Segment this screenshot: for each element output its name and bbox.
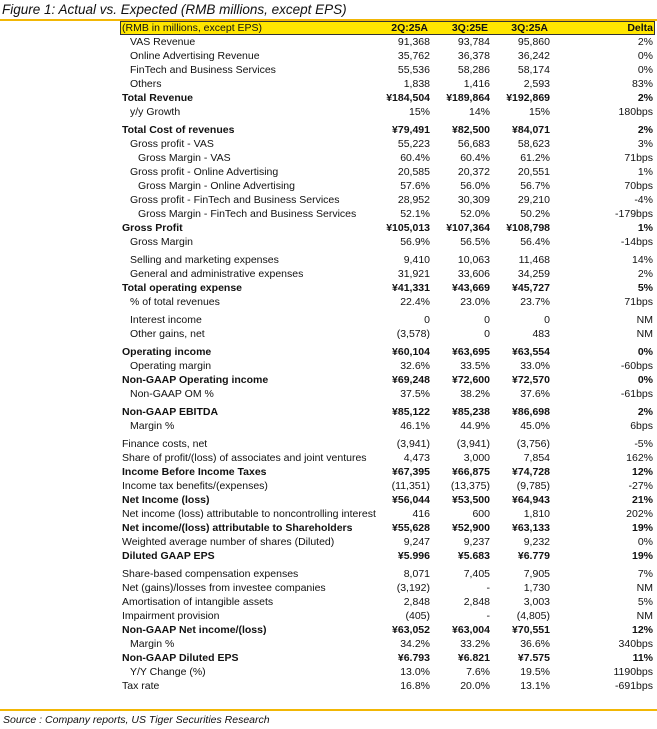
row-label: Non-GAAP OM % xyxy=(130,388,214,400)
value-3q25e: 36,378 xyxy=(457,50,490,62)
row-label: Finance costs, net xyxy=(122,438,208,450)
value-delta: 5% xyxy=(637,596,653,608)
value-3q25e: 600 xyxy=(472,508,490,520)
table-row xyxy=(120,49,655,63)
value-delta: 0% xyxy=(637,64,653,76)
value-delta: 0% xyxy=(637,374,653,386)
value-3q25e: 30,309 xyxy=(457,194,490,206)
row-label: Impairment provision xyxy=(122,610,220,622)
value-3q25e: 33,606 xyxy=(457,268,490,280)
value-3q25e: ¥43,669 xyxy=(452,282,490,294)
value-3q25e: (3,941) xyxy=(456,438,490,450)
value-3q25e: ¥52,900 xyxy=(452,522,490,534)
value-3q25e: 0 xyxy=(484,328,490,340)
value-3q25e: ¥189,864 xyxy=(446,92,490,104)
table-row-total xyxy=(120,345,655,359)
value-3q25a: 20,551 xyxy=(517,166,550,178)
value-2q25a: ¥105,013 xyxy=(386,222,430,234)
value-delta: 5% xyxy=(637,282,653,294)
row-label: Non-GAAP Diluted EPS xyxy=(122,652,239,664)
value-delta: NM xyxy=(636,610,653,622)
value-2q25a: 22.4% xyxy=(400,296,430,308)
header-units-label: (RMB in millions, except EPS) xyxy=(122,22,263,34)
table-row xyxy=(120,581,655,595)
table-row xyxy=(120,479,655,493)
row-label: Gross profit - Online Advertising xyxy=(130,166,279,178)
value-3q25a: 1,730 xyxy=(523,582,550,594)
value-delta: 0% xyxy=(637,536,653,548)
table-row-total xyxy=(120,281,655,295)
value-2q25a: (11,351) xyxy=(391,480,430,492)
row-label: Operating income xyxy=(122,346,212,358)
value-delta: NM xyxy=(636,582,653,594)
row-label: Gross Margin - VAS xyxy=(138,152,231,164)
row-label: Margin % xyxy=(130,420,175,432)
table-row xyxy=(120,165,655,179)
value-2q25a: 37.5% xyxy=(400,388,430,400)
value-2q25a: 60.4% xyxy=(400,152,430,164)
value-2q25a: 16.8% xyxy=(400,680,430,692)
header-col-3q25a: 3Q:25A xyxy=(511,22,548,34)
table-row xyxy=(120,35,655,49)
value-3q25e: ¥63,004 xyxy=(452,624,490,636)
value-3q25a: 33.0% xyxy=(520,360,550,372)
value-3q25e: 7,405 xyxy=(463,568,490,580)
value-delta: 19% xyxy=(631,522,653,534)
value-3q25a: 50.2% xyxy=(520,208,550,220)
value-3q25a: (9,785) xyxy=(516,480,550,492)
row-label: Gross profit - FinTech and Business Services xyxy=(130,194,340,206)
value-2q25a: 57.6% xyxy=(400,180,430,192)
row-label: Total Cost of revenues xyxy=(122,124,235,136)
value-3q25e: 38.2% xyxy=(460,388,490,400)
value-delta: 1% xyxy=(637,166,653,178)
value-3q25a: 56.4% xyxy=(520,236,550,248)
value-3q25e: 23.0% xyxy=(460,296,490,308)
table-row-total xyxy=(120,493,655,507)
table-row-total xyxy=(120,521,655,535)
value-3q25a: ¥72,570 xyxy=(512,374,550,386)
value-delta: 2% xyxy=(637,124,653,136)
value-2q25a: 52.1% xyxy=(400,208,430,220)
value-3q25a: 7,854 xyxy=(523,452,550,464)
value-delta: 7% xyxy=(637,568,653,580)
value-3q25a: 19.5% xyxy=(520,666,550,678)
value-3q25a: ¥63,133 xyxy=(512,522,550,534)
source-note: Source : Company reports, US Tiger Securities Research xyxy=(3,714,270,726)
value-2q25a: ¥6.793 xyxy=(397,652,430,664)
value-3q25e: 52.0% xyxy=(460,208,490,220)
row-label: Net Income (loss) xyxy=(122,494,210,506)
value-3q25a: (3,756) xyxy=(516,438,550,450)
row-label: Gross Profit xyxy=(122,222,183,234)
table-row xyxy=(120,63,655,77)
row-label: Non-GAAP Net income/(loss) xyxy=(122,624,267,636)
table-row xyxy=(120,451,655,465)
value-2q25a: 46.1% xyxy=(400,420,430,432)
value-3q25e: 7.6% xyxy=(466,666,490,678)
value-delta: -27% xyxy=(628,480,653,492)
value-delta: 0% xyxy=(637,50,653,62)
value-3q25e: ¥66,875 xyxy=(452,466,490,478)
row-label: Share of profit/(loss) of associates and joint ventures xyxy=(122,452,367,464)
value-3q25a: 58,623 xyxy=(517,138,550,150)
value-2q25a: ¥184,504 xyxy=(386,92,430,104)
table-row xyxy=(120,235,655,249)
value-3q25a: 11,468 xyxy=(518,254,550,266)
value-2q25a: ¥85,122 xyxy=(392,406,430,418)
value-delta: 3% xyxy=(637,138,653,150)
value-2q25a: ¥56,044 xyxy=(392,494,430,506)
table-row xyxy=(120,507,655,521)
value-3q25a: ¥192,869 xyxy=(506,92,550,104)
value-3q25e: 20,372 xyxy=(457,166,490,178)
value-3q25e: 3,000 xyxy=(463,452,490,464)
value-3q25a: 37.6% xyxy=(520,388,550,400)
value-2q25a: 91,368 xyxy=(397,36,430,48)
value-3q25e: ¥107,364 xyxy=(446,222,490,234)
value-3q25a: ¥45,727 xyxy=(512,282,550,294)
value-3q25a: ¥64,943 xyxy=(512,494,550,506)
value-2q25a: 1,838 xyxy=(403,78,430,90)
value-delta: 340bps xyxy=(618,638,653,650)
value-2q25a: 56.9% xyxy=(400,236,430,248)
table-row xyxy=(120,567,655,581)
value-3q25a: 15% xyxy=(528,106,550,118)
value-3q25a: (4,805) xyxy=(516,610,550,622)
row-label: Amortisation of intangible assets xyxy=(122,596,274,608)
value-delta: 162% xyxy=(626,452,653,464)
value-3q25a: 95,860 xyxy=(517,36,550,48)
value-3q25e: 1,416 xyxy=(463,78,490,90)
table-row xyxy=(120,193,655,207)
value-3q25e: ¥63,695 xyxy=(452,346,490,358)
row-label: Net (gains)/losses from investee companies xyxy=(122,582,326,594)
row-label: Other gains, net xyxy=(130,328,205,340)
value-3q25a: 7,905 xyxy=(523,568,550,580)
value-2q25a: (3,941) xyxy=(396,438,430,450)
header-col-delta: Delta xyxy=(627,22,653,34)
row-label: Tax rate xyxy=(122,680,160,692)
value-3q25e: 58,286 xyxy=(457,64,490,76)
table-header xyxy=(120,21,655,35)
table-row xyxy=(120,151,655,165)
table-row xyxy=(120,253,655,267)
row-label: Margin % xyxy=(130,638,175,650)
row-label: y/y Growth xyxy=(130,106,181,118)
value-delta: NM xyxy=(636,314,653,326)
table-row xyxy=(120,637,655,651)
financial-table xyxy=(120,21,655,693)
row-label: Online Advertising Revenue xyxy=(130,50,260,62)
value-2q25a: ¥55,628 xyxy=(392,522,430,534)
table-row xyxy=(120,535,655,549)
value-delta: 71bps xyxy=(624,296,653,308)
value-3q25e: 33.2% xyxy=(460,638,490,650)
value-3q25e: 2,848 xyxy=(463,596,490,608)
figure-title: Figure 1: Actual vs. Expected (RMB millions, except EPS) xyxy=(2,2,347,17)
value-2q25a: 32.6% xyxy=(400,360,430,372)
value-3q25a: ¥108,798 xyxy=(506,222,550,234)
value-2q25a: 8,071 xyxy=(403,568,430,580)
value-delta: -691bps xyxy=(615,680,653,692)
row-label: Gross profit - VAS xyxy=(130,138,214,150)
value-3q25a: 1,810 xyxy=(523,508,550,520)
value-3q25e: ¥72,600 xyxy=(452,374,490,386)
value-3q25a: 13.1% xyxy=(520,680,550,692)
value-3q25a: 36.6% xyxy=(520,638,550,650)
table-row xyxy=(120,437,655,451)
value-delta: 0% xyxy=(637,346,653,358)
value-3q25a: 9,232 xyxy=(523,536,550,548)
row-label: Non-GAAP Operating income xyxy=(122,374,269,386)
table-row xyxy=(120,665,655,679)
value-delta: -5% xyxy=(634,438,653,450)
value-2q25a: 20,585 xyxy=(397,166,430,178)
value-delta: 19% xyxy=(631,550,653,562)
value-delta: 12% xyxy=(631,624,653,636)
row-label: Income Before Income Taxes xyxy=(122,466,267,478)
table-row-total xyxy=(120,91,655,105)
value-delta: 2% xyxy=(637,92,653,104)
value-3q25a: 34,259 xyxy=(517,268,550,280)
value-2q25a: 35,762 xyxy=(397,50,430,62)
value-3q25a: ¥70,551 xyxy=(512,624,550,636)
row-label: Gross Margin xyxy=(130,236,194,248)
value-2q25a: ¥63,052 xyxy=(392,624,430,636)
table-row-total xyxy=(120,623,655,637)
table-row xyxy=(120,105,655,119)
table-row xyxy=(120,295,655,309)
table-row-total xyxy=(120,373,655,387)
value-3q25e: 0 xyxy=(484,314,490,326)
table-row xyxy=(120,359,655,373)
value-3q25a: ¥74,728 xyxy=(512,466,550,478)
row-label: Net income (loss) attributable to noncontrolling interest xyxy=(122,508,376,520)
row-label: Others xyxy=(130,78,162,90)
row-label: Operating margin xyxy=(130,360,212,372)
value-2q25a: ¥60,104 xyxy=(392,346,430,358)
value-2q25a: (405) xyxy=(405,610,430,622)
value-2q25a: (3,578) xyxy=(396,328,430,340)
value-2q25a: 2,848 xyxy=(403,596,430,608)
value-delta: -60bps xyxy=(620,360,653,372)
value-3q25e: (13,375) xyxy=(450,480,490,492)
value-2q25a: ¥67,395 xyxy=(392,466,430,478)
value-3q25e: 60.4% xyxy=(460,152,490,164)
table-row xyxy=(120,679,655,693)
value-delta: 6bps xyxy=(630,420,653,432)
value-delta: 2% xyxy=(637,406,653,418)
value-2q25a: ¥69,248 xyxy=(392,374,430,386)
bottom-divider xyxy=(0,709,657,711)
row-label: Diluted GAAP EPS xyxy=(122,550,215,562)
table-row xyxy=(120,609,655,623)
value-3q25a: ¥86,698 xyxy=(512,406,550,418)
value-delta: 21% xyxy=(631,494,653,506)
header-col-2q25a: 2Q:25A xyxy=(391,22,428,34)
table-row-total xyxy=(120,651,655,665)
value-3q25e: ¥82,500 xyxy=(452,124,490,136)
value-delta: 2% xyxy=(637,36,653,48)
table-row-total xyxy=(120,405,655,419)
value-3q25e: 56,683 xyxy=(457,138,490,150)
value-delta: 1190bps xyxy=(613,666,653,678)
value-3q25a: 58,174 xyxy=(517,64,550,76)
row-label: Interest income xyxy=(130,314,202,326)
row-label: Gross Margin - FinTech and Business Services xyxy=(138,208,357,220)
header-col-3q25e: 3Q:25E xyxy=(451,22,488,34)
value-3q25e: 56.5% xyxy=(460,236,490,248)
value-delta: -14bps xyxy=(620,236,653,248)
table-row xyxy=(120,179,655,193)
value-3q25e: 14% xyxy=(468,106,490,118)
table-row xyxy=(120,327,655,341)
table-row xyxy=(120,595,655,609)
table-row-total xyxy=(120,465,655,479)
row-label: Income tax benefits/(expenses) xyxy=(122,480,268,492)
row-label: Gross Margin - Online Advertising xyxy=(138,180,295,192)
value-delta: -179bps xyxy=(615,208,653,220)
value-3q25a: 2,593 xyxy=(523,78,550,90)
row-label: Total Revenue xyxy=(122,92,193,104)
row-label: Non-GAAP EBITDA xyxy=(122,406,219,418)
value-3q25a: 29,210 xyxy=(517,194,550,206)
row-label: Y/Y Change (%) xyxy=(130,666,206,678)
value-3q25a: 56.7% xyxy=(520,180,550,192)
value-2q25a: ¥5.996 xyxy=(397,550,430,562)
value-2q25a: 28,952 xyxy=(397,194,430,206)
table-row-total xyxy=(120,123,655,137)
value-3q25e: ¥6.821 xyxy=(457,652,490,664)
value-3q25a: ¥7.575 xyxy=(517,652,550,664)
value-2q25a: (3,192) xyxy=(396,582,430,594)
value-2q25a: 31,921 xyxy=(397,268,430,280)
value-3q25a: 483 xyxy=(532,328,550,340)
value-3q25a: 3,003 xyxy=(523,596,550,608)
value-delta: 1% xyxy=(637,222,653,234)
table-row xyxy=(120,267,655,281)
value-3q25a: 61.2% xyxy=(520,152,550,164)
value-2q25a: 0 xyxy=(424,314,430,326)
value-3q25a: ¥63,554 xyxy=(512,346,550,358)
value-2q25a: 55,223 xyxy=(397,138,430,150)
row-label: VAS Revenue xyxy=(130,36,196,48)
value-delta: 12% xyxy=(631,466,653,478)
value-3q25e: 9,237 xyxy=(463,536,490,548)
row-label: Share-based compensation expenses xyxy=(122,568,299,580)
row-label: Selling and marketing expenses xyxy=(130,254,279,266)
value-3q25e: 33.5% xyxy=(460,360,490,372)
value-delta: 71bps xyxy=(624,152,653,164)
value-2q25a: 4,473 xyxy=(403,452,430,464)
value-3q25e: ¥85,238 xyxy=(452,406,490,418)
value-2q25a: 9,247 xyxy=(403,536,430,548)
table-row-total xyxy=(120,549,655,563)
value-3q25e: ¥5.683 xyxy=(457,550,490,562)
value-3q25a: 36,242 xyxy=(517,50,550,62)
value-2q25a: 34.2% xyxy=(400,638,430,650)
table-row xyxy=(120,137,655,151)
value-3q25e: - xyxy=(486,610,490,622)
value-2q25a: ¥79,491 xyxy=(392,124,430,136)
value-3q25e: 44.9% xyxy=(460,420,490,432)
value-delta: 180bps xyxy=(618,106,653,118)
value-delta: 14% xyxy=(631,254,653,266)
value-delta: 202% xyxy=(626,508,653,520)
table-row xyxy=(120,387,655,401)
value-2q25a: 416 xyxy=(412,508,430,520)
table-row-total xyxy=(120,221,655,235)
value-3q25e: 93,784 xyxy=(457,36,490,48)
value-3q25a: ¥84,071 xyxy=(512,124,550,136)
value-3q25e: ¥53,500 xyxy=(452,494,490,506)
value-3q25e: 56.0% xyxy=(460,180,490,192)
value-3q25a: ¥6.779 xyxy=(517,550,550,562)
value-2q25a: 55,536 xyxy=(397,64,430,76)
row-label: General and administrative expenses xyxy=(130,268,304,280)
row-label: Weighted average number of shares (Diluted) xyxy=(122,536,335,548)
value-3q25a: 0 xyxy=(544,314,550,326)
value-3q25a: 23.7% xyxy=(520,296,550,308)
value-delta: 2% xyxy=(637,268,653,280)
value-delta: 83% xyxy=(631,78,653,90)
value-3q25e: 20.0% xyxy=(460,680,490,692)
value-2q25a: 15% xyxy=(408,106,430,118)
value-3q25e: - xyxy=(486,582,490,594)
table-row xyxy=(120,77,655,91)
value-2q25a: 9,410 xyxy=(403,254,430,266)
table-row xyxy=(120,313,655,327)
table-row xyxy=(120,207,655,221)
value-delta: NM xyxy=(636,328,653,340)
value-delta: -4% xyxy=(634,194,653,206)
value-delta: -61bps xyxy=(620,388,653,400)
value-3q25a: 45.0% xyxy=(520,420,550,432)
value-2q25a: ¥41,331 xyxy=(392,282,430,294)
value-delta: 11% xyxy=(632,652,653,664)
table-row xyxy=(120,419,655,433)
row-label: Total operating expense xyxy=(122,282,242,294)
value-3q25e: 10,063 xyxy=(457,254,490,266)
row-label: FinTech and Business Services xyxy=(130,64,276,76)
value-2q25a: 13.0% xyxy=(400,666,430,678)
value-delta: 70bps xyxy=(624,180,653,192)
row-label: Net income/(loss) attributable to Shareholders xyxy=(122,522,353,534)
row-label: % of total revenues xyxy=(130,296,220,308)
